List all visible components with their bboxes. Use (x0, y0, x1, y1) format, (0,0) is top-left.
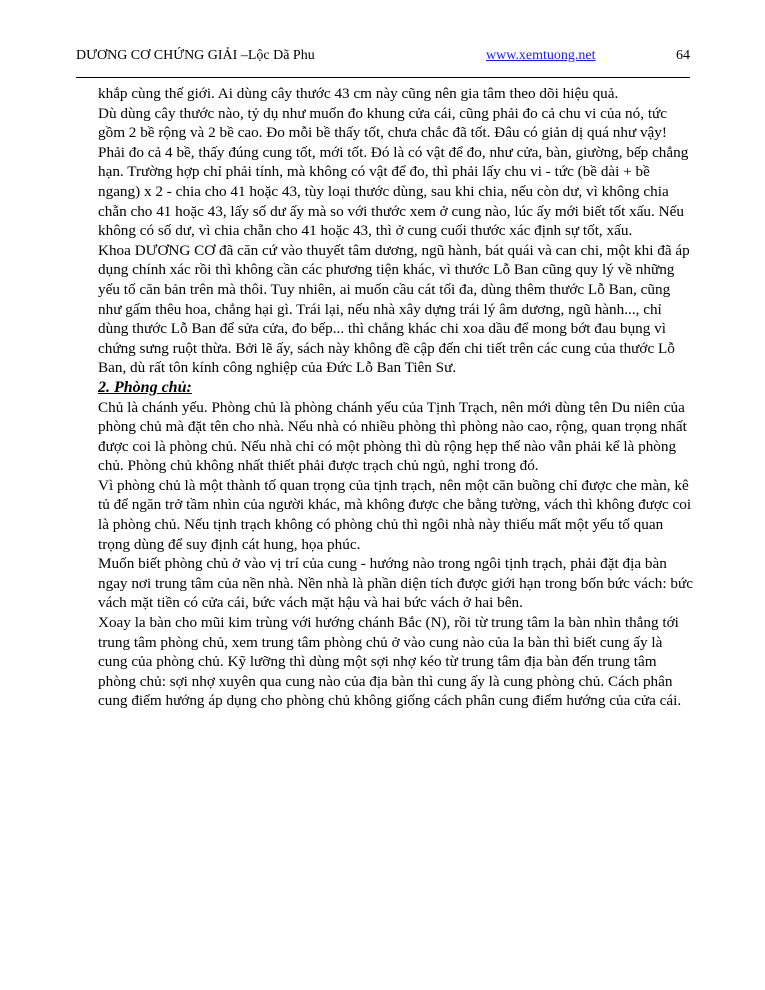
paragraph: Dù dùng cây thước nào, tỷ dụ như muốn đo khung cửa cái, cũng phải đo cả chu vi của nó, tức gồm 2 bề rộng và 2 bề cao. Đo mỗi bề thấy tốt, chưa chắc đã tốt. Đâu có giản dị quá như vậy! Phải đo cả 4 bề, thấy đúng cung tốt, mới tốt. Đó là có vật để đo, như cửa, bàn, giường, bếp chẳng hạn. Trường hợp chỉ phải tính, mà không có vật để đo, thì phải lấy chu vi - tức (bề dài + bề ngang) x 2 - chia cho 41 hoặc 43, tùy loại thước dùng, sau khi chia, nếu còn dư, vì không chia chẵn cho 41 hoặc 43, lấy số dư ấy mà so với thước xem ở cung nào, lúc ấy mới biết tốt xấu. Nếu không có số dư, vì chia chẵn cho 41 hoặc 43, thì ở cung cuối thước xác định sự tốt, xấu. (98, 104, 689, 240)
paragraph: Khoa DƯƠNG CƠ đã căn cứ vào thuyết tâm dương, ngũ hành, bát quái và can chi, một khi đã áp dụng chính xác rồi thì không cần các phương tiện khác, vì thước Lỗ Ban cũng quy lý về những yếu tố căn bản trên mà thôi. Tuy nhiên, ai muốn cầu cát tối đa, dùng thêm thước Lỗ Ban, cũng như gấm thêu hoa, chẳng hại gì. Trái lại, nếu nhà xây dựng trái lý âm dương, ngũ hành..., chỉ dùng thước Lỗ Ban để sửa cửa, đo bếp... thì chẳng khác chi xoa dầu để mong bớt đau bụng vì chứng sưng ruột thừa. Bởi lẽ ấy, sách này không đề cập đến chi tiết trên các cung của thước Lỗ Ban, dù rất tôn kính công nghiệp của Đức Lỗ Ban Tiên Sư. (98, 241, 690, 377)
running-title: DƯƠNG CƠ CHỨNG GIẢI –Lộc Dã Phu (76, 48, 315, 63)
paragraph: Vì phòng chủ là một thành tố quan trọng của tịnh trạch, nên một căn buồng chỉ được che màn, kê tủ để ngăn trở tầm nhìn của người khác, mà không được che bằng tường, vách thì không được coi là phòng chủ. Nếu tịnh trạch không có phòng chủ thì ngôi nhà này thiếu mất một yếu tố quan trọng dùng để suy định cát hung, họa phúc. (98, 476, 692, 553)
header-rule (76, 77, 690, 78)
section-heading: 2. Phòng chủ: (98, 378, 192, 396)
document-body (98, 84, 694, 711)
paragraph: Muốn biết phòng chủ ở vào vị trí của cung - hướng nào trong ngôi tịnh trạch, phải đặt địa bàn ngay nơi trung tâm của nền nhà. Nền nhà là phần diện tích được giới hạn trong bốn bức vách: bức vách mặt tiền có cửa cái, bức vách mặt hậu và hai bức vách ở hai bên. (98, 555, 693, 612)
page-header (76, 46, 690, 68)
website-link[interactable]: www.xemtuong.net (486, 48, 596, 63)
paragraph: khắp cùng thế giới. Ai dùng cây thước 43 cm này cũng nên gia tâm theo dõi hiệu quả. (98, 85, 619, 102)
page-number: 64 (676, 48, 690, 63)
paragraph: Xoay la bàn cho mũi kim trùng với hướng chánh Bắc (N), rồi từ trung tâm la bàn nhìn thẳng tới trung tâm phòng chủ, xem trung tâm phòng chủ ở vào cung nào của la bàn thì biết cung ấy là cung của phòng chủ. Kỹ lưỡng thì dùng một sợi nhợ kéo từ trung tâm địa bàn đến trung tâm phòng chủ: sợi nhợ xuyên qua cung nào của địa bàn thì cung ấy là cung phòng chủ. Cách phân cung điểm hướng áp dụng cho phòng chủ không giống cách phân cung điểm hướng của cửa cái. (98, 614, 682, 710)
paragraph: Chủ là chánh yếu. Phòng chủ là phòng chánh yếu của Tịnh Trạch, nên mới dùng tên Du niên của phòng chủ mà đặt tên cho nhà. Nếu nhà có nhiều phòng thì phòng nào cao, rộng, quan trọng nhất được coi là phòng chủ. Nếu nhà chỉ có một phòng thì dù rộng hẹp thế nào vẫn phải kể là phòng chủ. Phòng chủ không nhất thiết phải được trạch chủ ngủ, nghỉ trong đó. (98, 398, 687, 475)
